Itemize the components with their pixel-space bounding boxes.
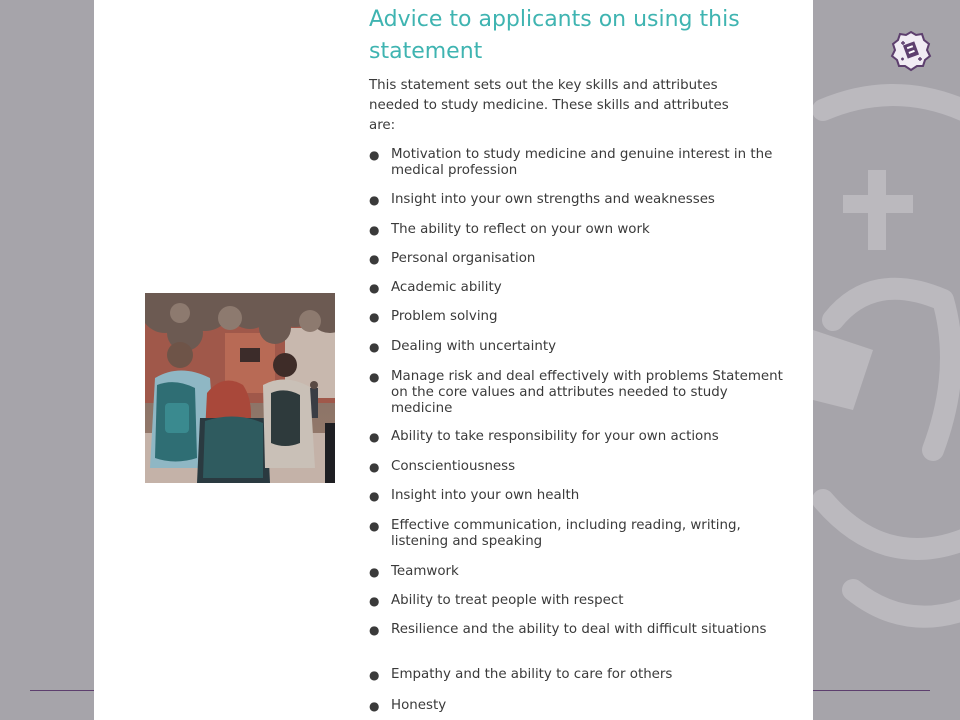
list-item	[369, 369, 789, 417]
bullet-icon: ●	[369, 148, 380, 162]
list-item-text: Resilience and the ability to deal with difficult situations	[391, 622, 767, 637]
bullet-icon: ●	[369, 310, 380, 324]
list-item-text: The ability to reflect on your own work	[391, 222, 650, 237]
list-item	[369, 488, 789, 504]
students-walking-photo	[145, 293, 335, 483]
bullet-icon: ●	[369, 193, 380, 207]
list-item	[369, 564, 789, 580]
bullet-icon: ●	[369, 460, 380, 474]
list-item-text: Effective communication, including reading, writing, listening and speaking	[391, 518, 741, 549]
list-item-text: Insight into your own strengths and weaknesses	[391, 192, 715, 207]
bullet-icon: ●	[369, 519, 380, 533]
list-item-text: Dealing with uncertainty	[391, 339, 557, 354]
list-item	[369, 339, 789, 355]
bullet-icon: ●	[369, 489, 380, 503]
list-item	[369, 459, 789, 475]
list-item-text: Personal organisation	[391, 251, 536, 266]
bullet-icon: ●	[369, 623, 380, 637]
bullet-icon: ●	[369, 281, 380, 295]
bullet-icon: ●	[369, 699, 380, 713]
list-item	[369, 280, 789, 296]
intro-paragraph: This statement sets out the key skills and attributes needed to study medicine. These skills and attributes are:	[369, 78, 729, 133]
list-item-text: Honesty	[391, 698, 447, 713]
bullet-icon: ●	[369, 594, 380, 608]
list-item	[369, 309, 789, 325]
list-item	[369, 667, 789, 683]
list-item-text: Motivation to study medicine and genuine interest in the medical profession	[391, 147, 773, 178]
list-item-text: Conscientiousness	[391, 459, 516, 474]
bullet-icon: ●	[369, 223, 380, 237]
list-item	[369, 429, 789, 445]
crest-watermark-icon	[813, 70, 960, 630]
bullet-icon: ●	[369, 340, 380, 354]
list-item	[369, 222, 789, 238]
bullet-icon: ●	[369, 370, 380, 384]
list-item	[369, 698, 789, 714]
university-crest-icon	[890, 30, 932, 72]
list-item-text: Manage risk and deal effectively with problems Statement on the core values and attributes needed to study medicine	[391, 369, 783, 416]
list-item-text: Ability to take responsibility for your own actions	[391, 429, 719, 444]
list-item-text: Empathy and the ability to care for others	[391, 667, 673, 682]
document-page	[94, 0, 813, 720]
list-item-text: Academic ability	[391, 280, 502, 295]
list-item	[369, 622, 789, 638]
list-item	[369, 192, 789, 208]
list-item-text: Problem solving	[391, 309, 498, 324]
list-item-text: Insight into your own health	[391, 488, 580, 503]
bullet-icon: ●	[369, 430, 380, 444]
bullet-icon: ●	[369, 668, 380, 682]
page-title: Advice to applicants on using this statement	[369, 7, 740, 64]
bullet-icon: ●	[369, 565, 380, 579]
bullet-icon: ●	[369, 252, 380, 266]
list-item	[369, 593, 789, 609]
list-item-text: Ability to treat people with respect	[391, 593, 624, 608]
list-item-text: Teamwork	[391, 564, 459, 579]
list-item	[369, 147, 789, 179]
list-item	[369, 251, 789, 267]
list-item	[369, 518, 789, 550]
